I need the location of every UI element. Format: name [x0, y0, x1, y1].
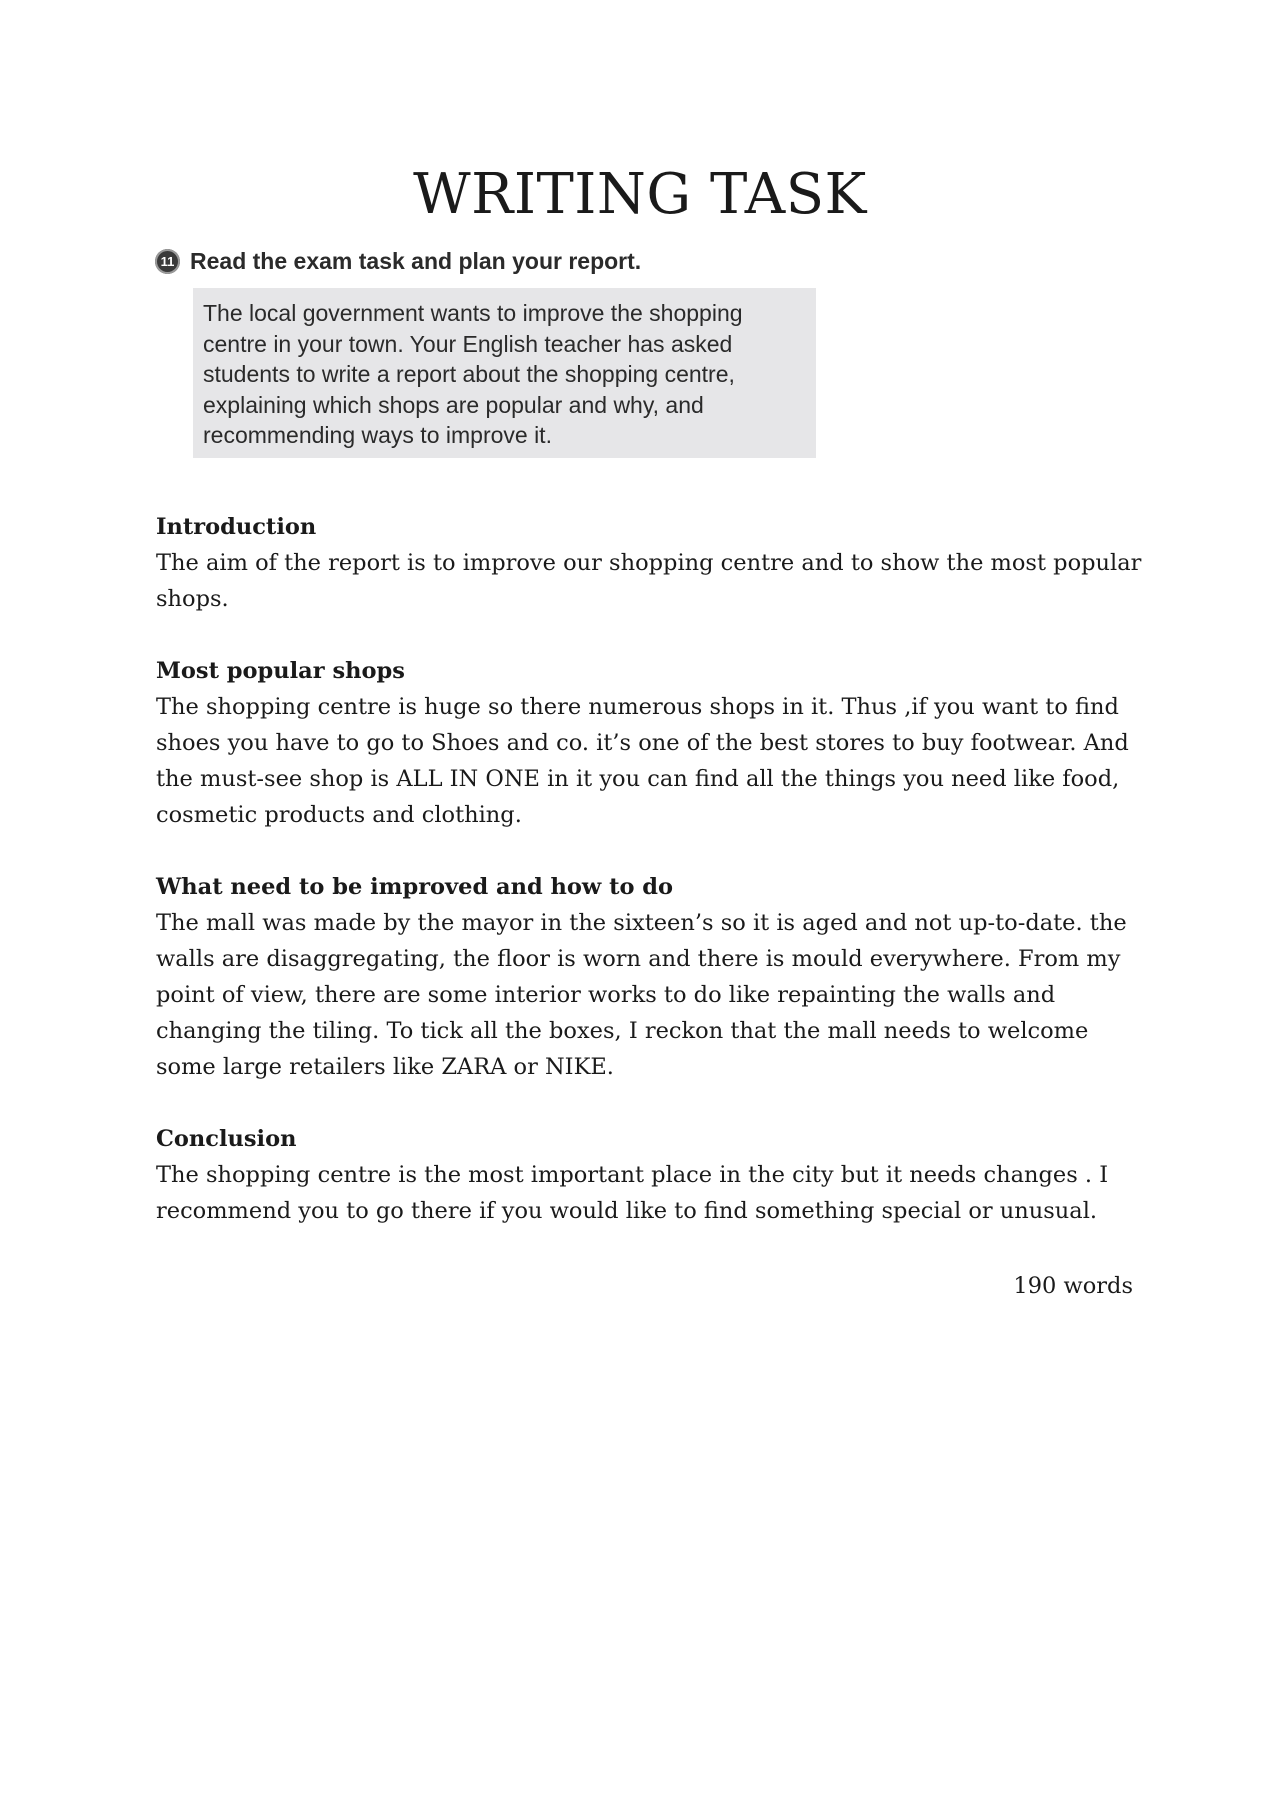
- task-number-badge: 11: [155, 249, 180, 274]
- report-body: [156, 509, 1146, 1265]
- section-heading: Most popular shops: [156, 658, 405, 684]
- page-title: WRITING TASK: [413, 162, 867, 227]
- section-text: The mall was made by the mayor in the sixteen’s so it is aged and not up-to-date. the walls are disaggregating, the floor is worn and there is mould everywhere. From my point of view, there are some interior works to do like repainting the walls and changing the tiling. To tick all the boxes, I reckon that the mall needs to welcome some large retailers like ZARA or NIKE.: [156, 910, 1127, 1080]
- section-heading: What need to be improved and how to do: [156, 874, 674, 900]
- task-prompt-line: explaining which shops are popular and why, and: [203, 391, 704, 418]
- task-prompt-line: recommending ways to improve it.: [203, 422, 552, 448]
- task-prompt-line: students to write a report about the shopping centre,: [203, 361, 735, 387]
- section-heading: Introduction: [156, 514, 317, 540]
- section-conclusion: [156, 1121, 1146, 1229]
- section-heading: Conclusion: [156, 1126, 297, 1152]
- section-text: The shopping centre is huge so there numerous shops in it. Thus ,if you want to find shoes you have to go to Shoes and co. it’s one of the best stores to buy footwear. And the must-see shop is ALL IN ONE in it you can find all the things you need like food, cosmetic products and clothing.: [156, 694, 1129, 828]
- word-count: 190 words: [1013, 1273, 1133, 1299]
- section-improvements: [156, 869, 1146, 1085]
- task-prompt-line: The local government wants to improve the shopping: [203, 300, 743, 326]
- exam-task-box: [193, 288, 816, 458]
- section-text: The aim of the report is to improve our shopping centre and to show the most popular shops.: [156, 550, 1142, 612]
- section-introduction: [156, 509, 1146, 617]
- section-most-popular-shops: [156, 653, 1146, 833]
- task-prompt-line: centre in your town. Your English teacher has asked: [203, 330, 733, 357]
- task-instruction: [155, 248, 641, 275]
- task-instruction-text: Read the exam task and plan your report.: [190, 248, 642, 274]
- section-text: The shopping centre is the most important place in the city but it needs changes . I recommend you to go there if you would like to find something special or unusual.: [156, 1162, 1109, 1224]
